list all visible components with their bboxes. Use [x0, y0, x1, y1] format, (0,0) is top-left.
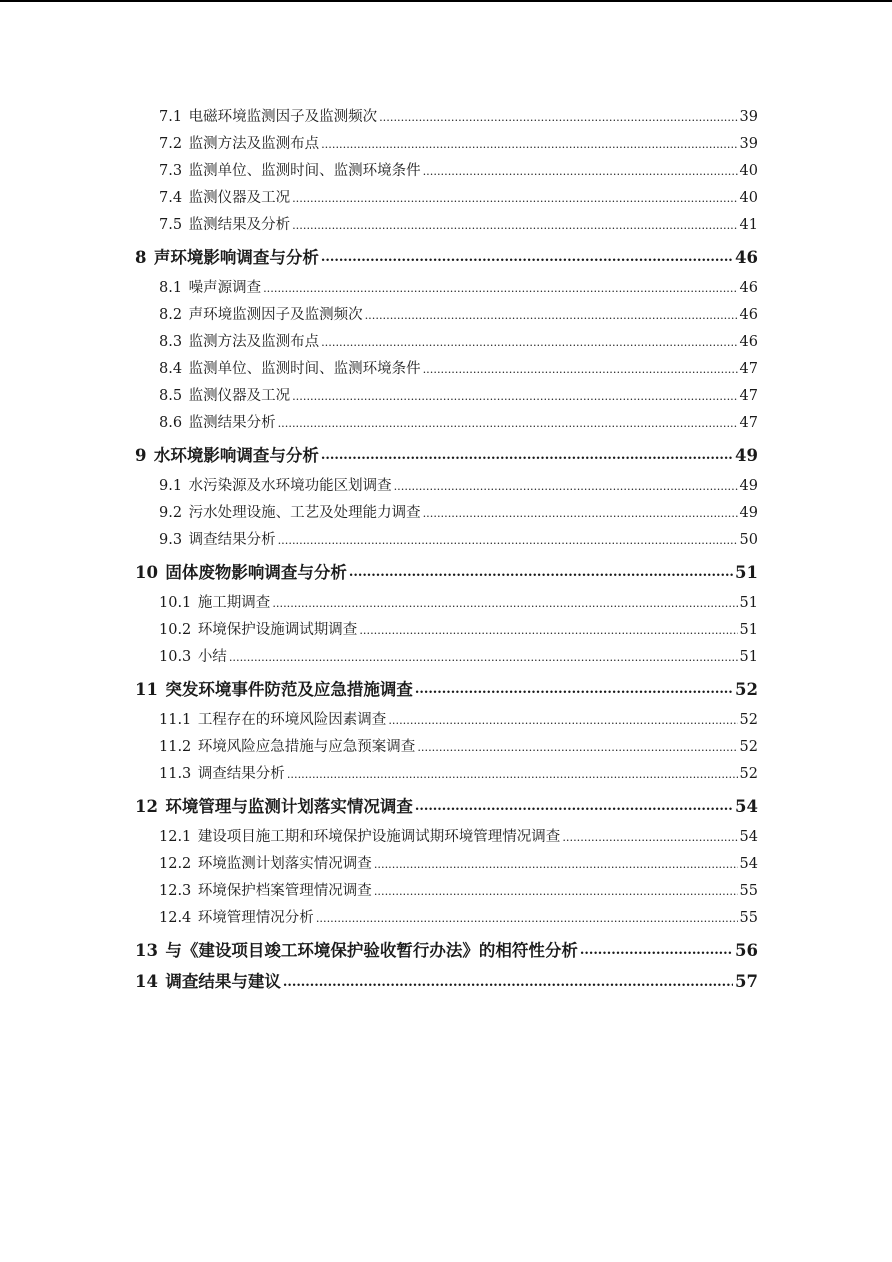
toc-section-entry[interactable] — [159, 857, 758, 872]
toc-entry-number: 7.3 — [159, 163, 183, 179]
toc-section-entry[interactable] — [159, 137, 758, 152]
toc-entry-title: 声环境监测因子及监测频次 — [188, 307, 363, 323]
toc-section-entry[interactable] — [159, 830, 758, 845]
toc-entry-title: 声环境影响调查与分析 — [153, 247, 319, 267]
toc-page-number: 39 — [739, 136, 758, 152]
page-top-border — [0, 0, 892, 2]
toc-entry-number: 8 — [135, 247, 147, 267]
toc-section-entry[interactable] — [159, 335, 758, 350]
dot-leader — [379, 112, 737, 123]
toc-chapter-entry[interactable] — [135, 940, 758, 960]
toc-section-entry[interactable] — [159, 884, 758, 899]
toc-page-number: 55 — [739, 883, 758, 899]
toc-page-number: 50 — [739, 532, 758, 548]
dot-leader — [321, 337, 737, 348]
dot-leader — [292, 391, 737, 402]
toc-page-number: 49 — [739, 478, 758, 494]
toc-section-entry[interactable] — [159, 767, 758, 782]
toc-entry-title: 工程存在的环境风险因素调查 — [197, 712, 387, 728]
dot-leader — [263, 283, 737, 294]
toc-entry-number: 7.5 — [159, 217, 183, 233]
toc-entry-number: 11.2 — [159, 739, 192, 755]
toc-section-entry[interactable] — [159, 911, 758, 926]
dot-leader — [292, 220, 737, 231]
toc-page-number: 40 — [739, 190, 758, 206]
toc-entry-number: 8.4 — [159, 361, 183, 377]
toc-page-number: 56 — [735, 940, 758, 960]
toc-page-number: 46 — [739, 307, 758, 323]
dot-leader — [321, 252, 733, 265]
toc-entry-number: 12.1 — [159, 829, 192, 845]
toc-entry-number: 9.1 — [159, 478, 183, 494]
toc-section-entry[interactable] — [159, 506, 758, 521]
toc-page-number: 51 — [739, 595, 758, 611]
toc-entry-number: 10.3 — [159, 649, 192, 665]
dot-leader — [229, 652, 738, 663]
dot-leader — [278, 535, 738, 546]
dot-leader — [278, 418, 738, 429]
toc-entry-number: 8.3 — [159, 334, 183, 350]
toc-entry-title: 建设项目施工期和环境保护设施调试期环境管理情况调查 — [197, 829, 561, 845]
toc-page-number: 57 — [735, 972, 758, 991]
toc-page-number: 40 — [739, 163, 758, 179]
dot-leader — [415, 684, 733, 697]
toc-section-entry[interactable] — [159, 191, 758, 206]
toc-entry-title: 监测结果及分析 — [188, 217, 291, 233]
toc-entry-title: 环境保护档案管理情况调查 — [197, 883, 372, 899]
toc-page-number: 47 — [739, 361, 758, 377]
toc-entry-title: 监测方法及监测布点 — [188, 334, 320, 350]
toc-section-entry[interactable] — [159, 479, 758, 494]
toc-page-number: 49 — [735, 445, 758, 465]
toc-entry-number: 10.1 — [159, 595, 192, 611]
toc-page-number: 41 — [739, 217, 758, 233]
toc-entry-number: 8.5 — [159, 388, 183, 404]
toc-page-number: 52 — [739, 712, 758, 728]
toc-entry-title: 施工期调查 — [197, 595, 271, 611]
toc-section-entry[interactable] — [159, 164, 758, 179]
toc-entry-title: 固体废物影响调查与分析 — [165, 562, 347, 582]
toc-entry-title: 监测单位、监测时间、监测环境条件 — [188, 163, 421, 179]
toc-page-number: 46 — [735, 247, 758, 267]
toc-entry-title: 噪声源调查 — [188, 280, 262, 296]
toc-section-entry[interactable] — [159, 110, 758, 125]
dot-leader — [374, 859, 738, 870]
toc-entry-title: 监测仪器及工况 — [188, 388, 291, 404]
toc-entry-number: 10.2 — [159, 622, 192, 638]
toc-page-number: 52 — [739, 739, 758, 755]
dot-leader — [287, 769, 738, 780]
toc-entry-number: 9.2 — [159, 505, 183, 521]
dot-leader — [272, 598, 737, 609]
toc-entry-number: 12.3 — [159, 883, 192, 899]
toc-chapter-entry[interactable] — [135, 562, 758, 582]
toc-page-number: 52 — [735, 679, 758, 699]
toc-section-entry[interactable] — [159, 218, 758, 233]
toc-entry-title: 环境监测计划落实情况调查 — [197, 856, 372, 872]
toc-page-number: 51 — [739, 649, 758, 665]
dot-leader — [580, 945, 733, 958]
toc-page-number: 51 — [735, 562, 758, 582]
toc-entry-title: 监测结果分析 — [188, 415, 276, 431]
toc-chapter-entry[interactable] — [135, 679, 758, 699]
dot-leader — [423, 166, 738, 177]
toc-entry-title: 环境保护设施调试期调查 — [197, 622, 358, 638]
toc-section-entry[interactable] — [159, 740, 758, 755]
toc-chapter-entry[interactable] — [135, 445, 758, 465]
toc-entry-number: 12.4 — [159, 910, 192, 926]
toc-section-entry[interactable] — [159, 533, 758, 548]
dot-leader — [365, 310, 738, 321]
toc-entry-number: 9 — [135, 445, 147, 465]
toc-section-entry[interactable] — [159, 281, 758, 296]
toc-entry-number: 11 — [135, 679, 158, 699]
toc-page-number: 46 — [739, 334, 758, 350]
toc-chapter-entry[interactable] — [135, 796, 758, 816]
toc-page-number: 39 — [739, 109, 758, 125]
toc-section-entry[interactable] — [159, 650, 758, 665]
toc-entry-number: 8.6 — [159, 415, 183, 431]
toc-page-number: 55 — [739, 910, 758, 926]
dot-leader — [321, 139, 737, 150]
toc-entry-title: 小结 — [197, 649, 227, 665]
dot-leader — [359, 625, 737, 636]
toc-page-number: 47 — [739, 388, 758, 404]
dot-leader — [316, 913, 738, 924]
toc-entry-number: 7.2 — [159, 136, 183, 152]
toc-page-number: 54 — [735, 796, 758, 816]
dot-leader — [321, 450, 733, 463]
dot-leader — [349, 567, 733, 580]
toc-entry-title: 环境管理情况分析 — [197, 910, 314, 926]
toc-chapter-entry[interactable] — [135, 974, 758, 991]
toc-entry-number: 12 — [135, 796, 158, 816]
toc-entry-title: 调查结果与建议 — [165, 972, 281, 991]
toc-entry-title: 突发环境事件防范及应急措施调查 — [165, 679, 413, 699]
toc-entry-number: 14 — [135, 972, 158, 991]
toc-entry-title: 调查结果分析 — [197, 766, 285, 782]
dot-leader — [283, 977, 733, 990]
dot-leader — [394, 481, 738, 492]
toc-section-entry[interactable] — [159, 389, 758, 404]
toc-entry-title: 监测单位、监测时间、监测环境条件 — [188, 361, 421, 377]
toc-section-entry[interactable] — [159, 596, 758, 611]
toc-section-entry[interactable] — [159, 416, 758, 431]
dot-leader — [292, 193, 737, 204]
toc-entry-title: 调查结果分析 — [188, 532, 276, 548]
toc-entry-title: 环境管理与监测计划落实情况调查 — [165, 796, 413, 816]
dot-leader — [562, 832, 737, 843]
toc-page-number: 52 — [739, 766, 758, 782]
toc-entry-title: 与《建设项目竣工环境保护验收暂行办法》的相符性分析 — [165, 940, 578, 960]
toc-section-entry[interactable] — [159, 308, 758, 323]
toc-entry-number: 11.3 — [159, 766, 192, 782]
toc-section-entry[interactable] — [159, 713, 758, 728]
toc-entry-number: 11.1 — [159, 712, 192, 728]
toc-page-number: 46 — [739, 280, 758, 296]
dot-leader — [388, 715, 737, 726]
toc-section-entry[interactable] — [159, 623, 758, 638]
toc-page-number: 49 — [739, 505, 758, 521]
toc-entry-number: 10 — [135, 562, 158, 582]
toc-page-number: 47 — [739, 415, 758, 431]
toc-entry-title: 电磁环境监测因子及监测频次 — [188, 109, 378, 125]
toc-entry-number: 7.4 — [159, 190, 183, 206]
toc-entry-number: 8.2 — [159, 307, 183, 323]
toc-entry-number: 12.2 — [159, 856, 192, 872]
toc-entry-title: 污水处理设施、工艺及处理能力调查 — [188, 505, 421, 521]
toc-entry-number: 9.3 — [159, 532, 183, 548]
toc-entry-number: 8.1 — [159, 280, 183, 296]
dot-leader — [417, 742, 737, 753]
dot-leader — [415, 801, 733, 814]
toc-entry-title: 监测方法及监测布点 — [188, 136, 320, 152]
toc-page-number: 54 — [739, 829, 758, 845]
dot-leader — [423, 508, 738, 519]
dot-leader — [374, 886, 738, 897]
toc-entry-number: 13 — [135, 940, 158, 960]
toc-entry-title: 监测仪器及工况 — [188, 190, 291, 206]
toc-entry-title: 水污染源及水环境功能区划调查 — [188, 478, 392, 494]
dot-leader — [423, 364, 738, 375]
toc-entry-title: 水环境影响调查与分析 — [153, 445, 319, 465]
toc-section-entry[interactable] — [159, 362, 758, 377]
toc-page-number: 54 — [739, 856, 758, 872]
toc-entry-title: 环境风险应急措施与应急预案调查 — [197, 739, 416, 755]
toc-entry-number: 7.1 — [159, 109, 183, 125]
toc-chapter-entry[interactable] — [135, 247, 758, 267]
toc-page-number: 51 — [739, 622, 758, 638]
